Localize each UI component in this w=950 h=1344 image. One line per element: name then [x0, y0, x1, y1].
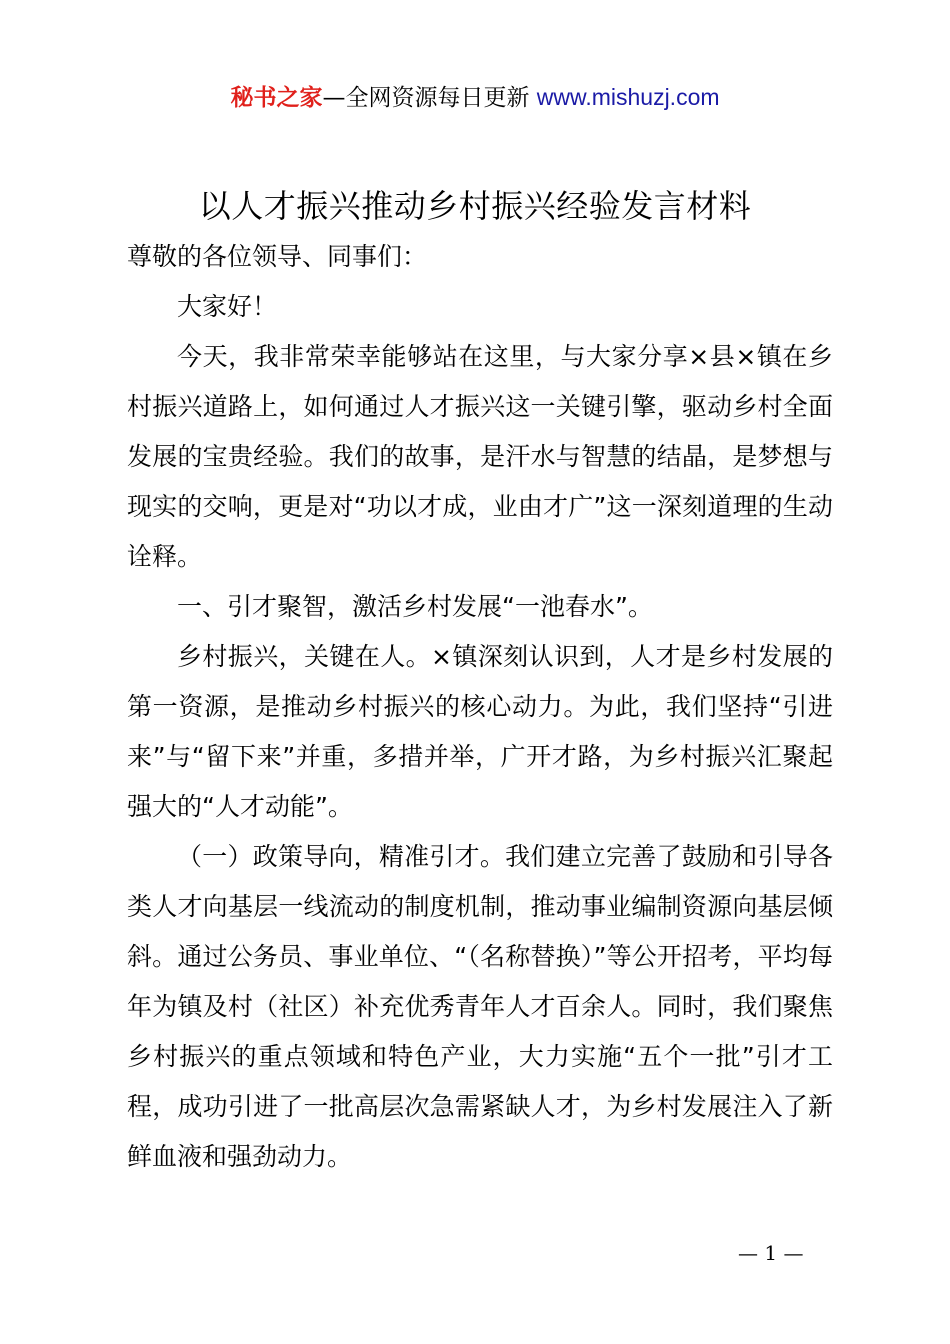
salutation: 尊敬的各位领导、同事们： [127, 242, 428, 271]
document-body [127, 232, 833, 1182]
section-heading: 一、引才聚智，激活乡村发展“一池春水”。 [177, 592, 653, 621]
paragraph-greeting: 大家好！ [177, 292, 278, 321]
site-header [0, 80, 950, 115]
header-slogan: —全网资源每日更新 [322, 85, 530, 111]
document-title: 以人才振兴推动乡村振兴经验发言材料 [198, 187, 752, 225]
site-url-link[interactable]: www.mishuzj.com [536, 84, 720, 110]
brand-name: 秘书之家 [230, 85, 323, 111]
paragraph-section-intro: 乡村振兴，关键在人。×镇深刻认识到，人才是乡村发展的第一资源，是推动乡村振兴的核心动力。为此，我们坚持“引进来”与“留下来”并重，多措并举，广开才路，为乡村振兴汇聚起强大的“人才动能”。 [127, 642, 833, 821]
page-number: — 1 — [738, 1241, 804, 1265]
paragraph-intro: 今天，我非常荣幸能够站在这里，与大家分享×县×镇在乡村振兴道路上，如何通过人才振兴这一关键引擎，驱动乡村全面发展的宝贵经验。我们的故事，是汗水与智慧的结晶，是梦想与现实的交响，更是对“功以才成，业由才广”这一深刻道理的生动诠释。 [127, 342, 833, 571]
paragraph-subsection-1: （一）政策导向，精准引才。我们建立完善了鼓励和引导各类人才向基层一线流动的制度机制，推动事业编制资源向基层倾斜。通过公务员、事业单位、“（名称替换）”等公开招考，平均每年为镇及村（社区）补充优秀青年人才百余人。同时，我们聚焦乡村振兴的重点领域和特色产业，大力实施“五个一批”引才工程，成功引进了一批高层次急需紧缺人才，为乡村发展注入了新鲜血液和强劲动力。 [127, 842, 833, 1171]
